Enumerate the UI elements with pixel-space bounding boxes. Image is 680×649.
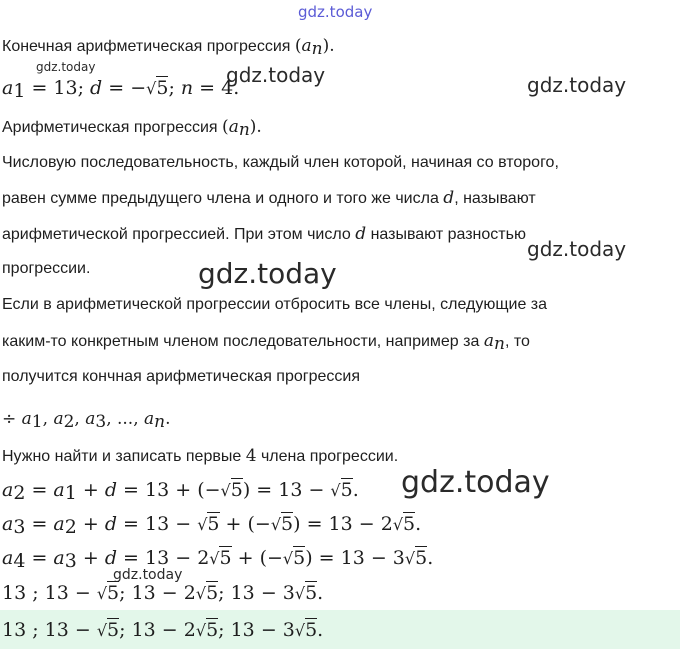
- given-values: $a_1 = 13$; d = −√5; n = 4.: [2, 77, 240, 102]
- definition-line-3: арифметической прогрессией. При этом число d называют разностью: [2, 224, 526, 244]
- problem-title: Конечная арифметическая прогрессия $(a_n)$.: [2, 36, 335, 59]
- finite-line-1: Если в арифметической прогрессии отбросить все члены, следующие за: [2, 296, 548, 313]
- task-line: Нужно найти и записать первые 4 члена прогрессии.: [2, 446, 399, 466]
- calc-a3: $a_3 = a_2 + d = 13 - √5 + (-√5) = 13 - 2√5$.: [2, 513, 422, 538]
- definition-line-2: равен сумме предыдущего члена и одного и того же числа d, называют: [2, 188, 536, 208]
- watermark-5: gdz.today: [198, 257, 337, 290]
- calc-a4: $a_4 = a_3 + d = 13 - 2√5 + (-√5) = 13 - 3√5$.: [2, 547, 434, 572]
- finite-line-2: каким-то конкретным членом последовательности, например за $a_n$, то: [2, 331, 530, 354]
- watermark-2: gdz.today: [226, 63, 326, 87]
- watermark-7: gdz.today: [113, 567, 183, 583]
- watermark-small-1: gdz.today: [36, 60, 96, 74]
- finite-notation: ÷ $a_1$, $a_2$, $a_3$, ..., $a_n$.: [2, 409, 171, 432]
- watermark-top: gdz.today: [298, 3, 373, 21]
- calc-a2: $a_2 = a_1 + d = 13 + (-√5) = 13 - √5$.: [2, 479, 359, 504]
- definition-title: Арифметическая прогрессия $(a_n)$.: [2, 117, 262, 140]
- definition-line-4: прогрессии.: [2, 260, 91, 277]
- watermark-6: gdz.today: [401, 465, 550, 500]
- final-answer: 13 ; 13 − √5; 13 − 2√5; 13 − 3√5.: [2, 619, 324, 641]
- watermark-3: gdz.today: [527, 73, 627, 97]
- watermark-4: gdz.today: [527, 237, 627, 261]
- sequence-result: 13 ; 13 − √5; 13 − 2√5; 13 − 3√5.: [2, 582, 324, 604]
- finite-line-3: получится кончная арифметическая прогрессия: [2, 368, 360, 385]
- definition-line-1: Числовую последовательность, каждый член которой, начиная со второго,: [2, 154, 559, 171]
